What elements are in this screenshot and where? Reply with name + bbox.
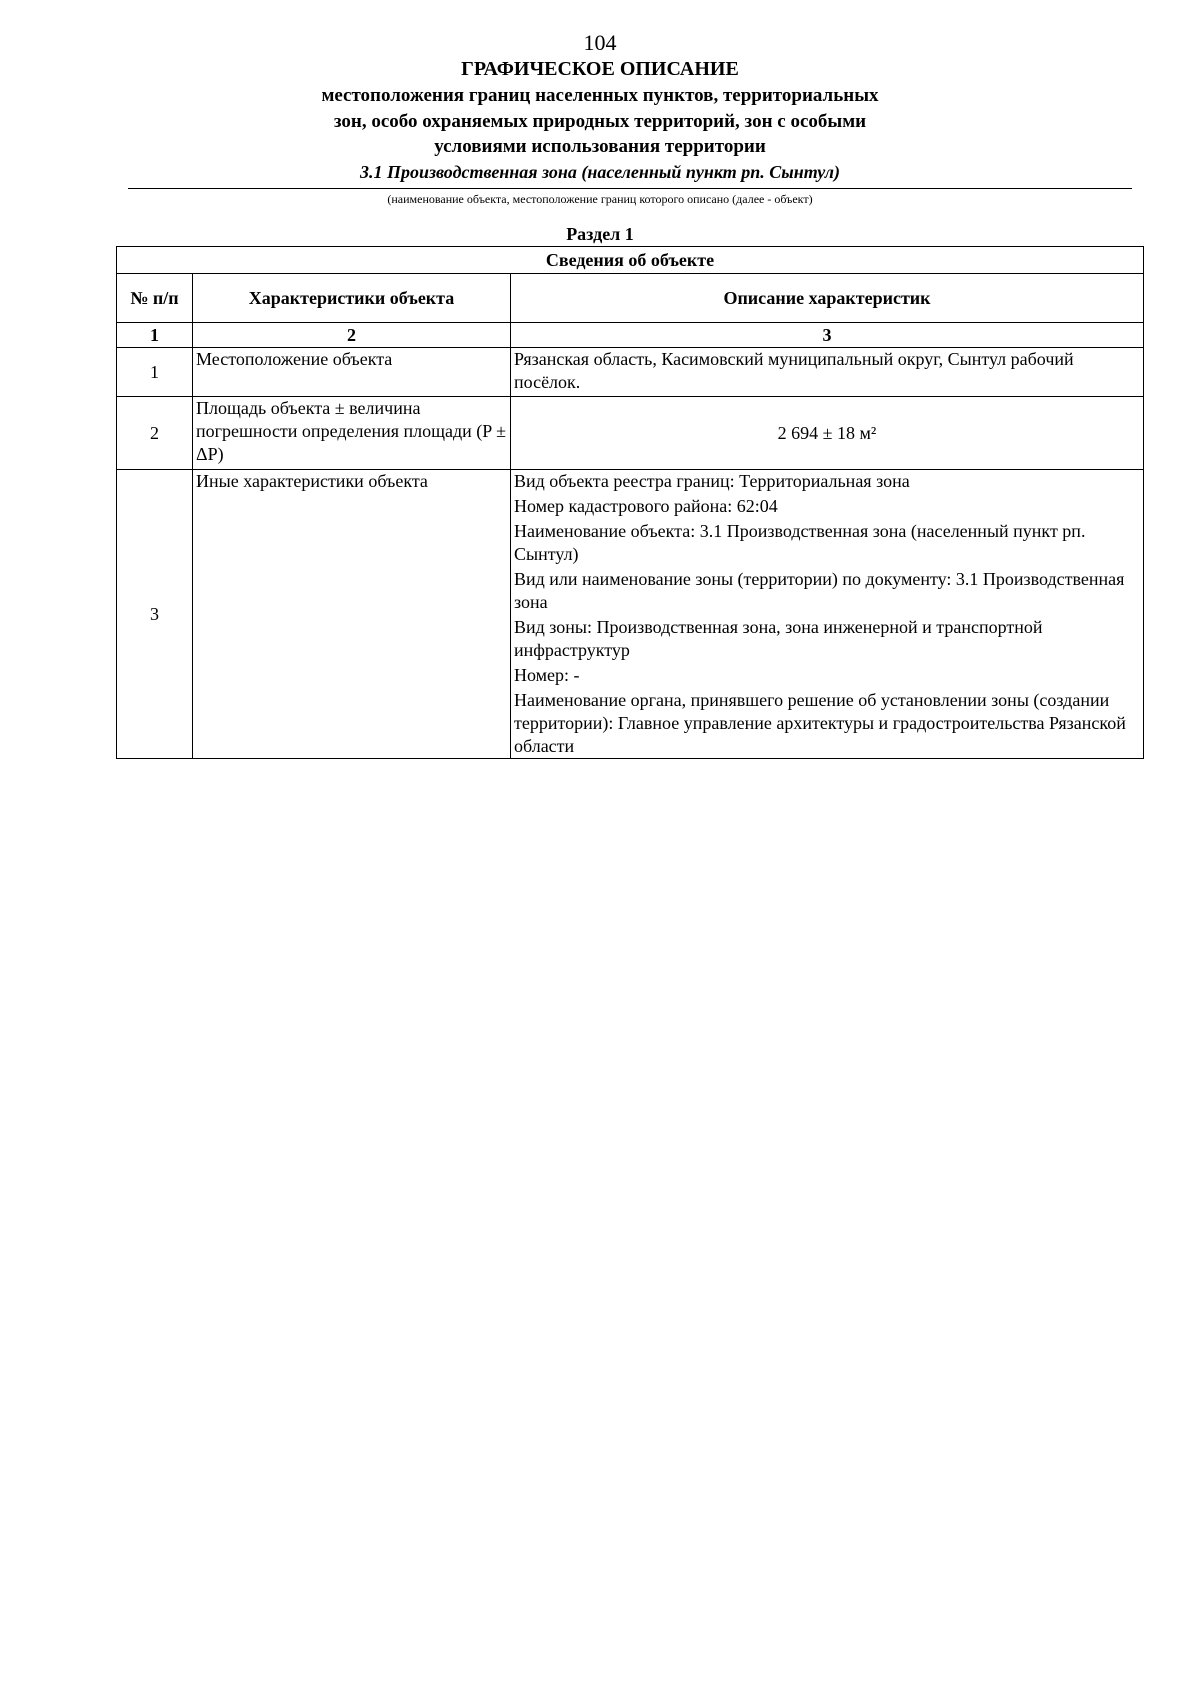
column-number: 3: [511, 323, 1144, 348]
row-number: 2: [117, 397, 193, 470]
table-row: [117, 470, 1144, 759]
description-line: 2 694 ± 18 м²: [777, 422, 877, 443]
row-number: 1: [117, 348, 193, 397]
row-characteristic: Иные характеристики объекта: [193, 470, 511, 759]
description-line: Наименование объекта: 3.1 Производственная зона (населенный пункт рп. Сынтул): [514, 521, 1086, 564]
table-row: [117, 397, 1144, 470]
subtitle-line-2: зон, особо охраняемых природных территорий, зон с особыми: [333, 111, 867, 132]
header-description: Описание характеристик: [511, 274, 1144, 323]
description-line: Рязанская область, Касимовский муниципальный округ, Сынтул рабочий посёлок.: [514, 349, 1074, 392]
table-row: [117, 348, 1144, 397]
header-characteristic: Характеристики объекта: [193, 274, 511, 323]
object-name-underline: [128, 188, 1132, 189]
row-description: [511, 397, 1144, 470]
section-title: Раздел 1: [566, 224, 634, 244]
object-name-hint: (наименование объекта, местоположение границ которого описано (далее - объект): [387, 192, 813, 206]
row-number: 3: [117, 470, 193, 759]
object-info-table: [116, 246, 1144, 759]
table-caption: Сведения об объекте: [117, 247, 1144, 274]
row-description: [511, 348, 1144, 397]
description-line: Вид или наименование зоны (территории) по документу: 3.1 Производственная зона: [514, 569, 1125, 612]
object-name: 3.1 Производственная зона (населенный пункт рп. Сынтул): [359, 162, 841, 182]
row-description: [511, 470, 1144, 759]
table-header-row: [117, 274, 1144, 323]
column-number: 2: [193, 323, 511, 348]
description-line: Вид объекта реестра границ: Территориальная зона: [514, 471, 910, 491]
subtitle-line-1: местоположения границ населенных пунктов, территориальных: [321, 85, 879, 106]
header-num: № п/п: [117, 274, 193, 323]
description-line: Номер кадастрового района: 62:04: [514, 496, 778, 516]
description-line: Вид зоны: Производственная зона, зона инженерной и транспортной инфраструктур: [514, 617, 1043, 660]
table-column-numbers-row: [117, 323, 1144, 348]
page-number: 104: [583, 30, 617, 55]
description-line: Номер: -: [514, 665, 580, 685]
column-number: 1: [117, 323, 193, 348]
row-characteristic: Местоположение объекта: [193, 348, 511, 397]
subtitle-line-3: условиями использования территории: [434, 136, 766, 157]
row-characteristic: Площадь объекта ± величина погрешности определения площади (P ± ΔP): [193, 397, 511, 470]
description-line: Наименование органа, принявшего решение об установлении зоны (создании территории): Главное управление архитектуры и градостроительства Рязанской области: [514, 690, 1126, 756]
document-title: ГРАФИЧЕСКОЕ ОПИСАНИЕ: [461, 58, 739, 80]
table-caption-row: [117, 247, 1144, 274]
